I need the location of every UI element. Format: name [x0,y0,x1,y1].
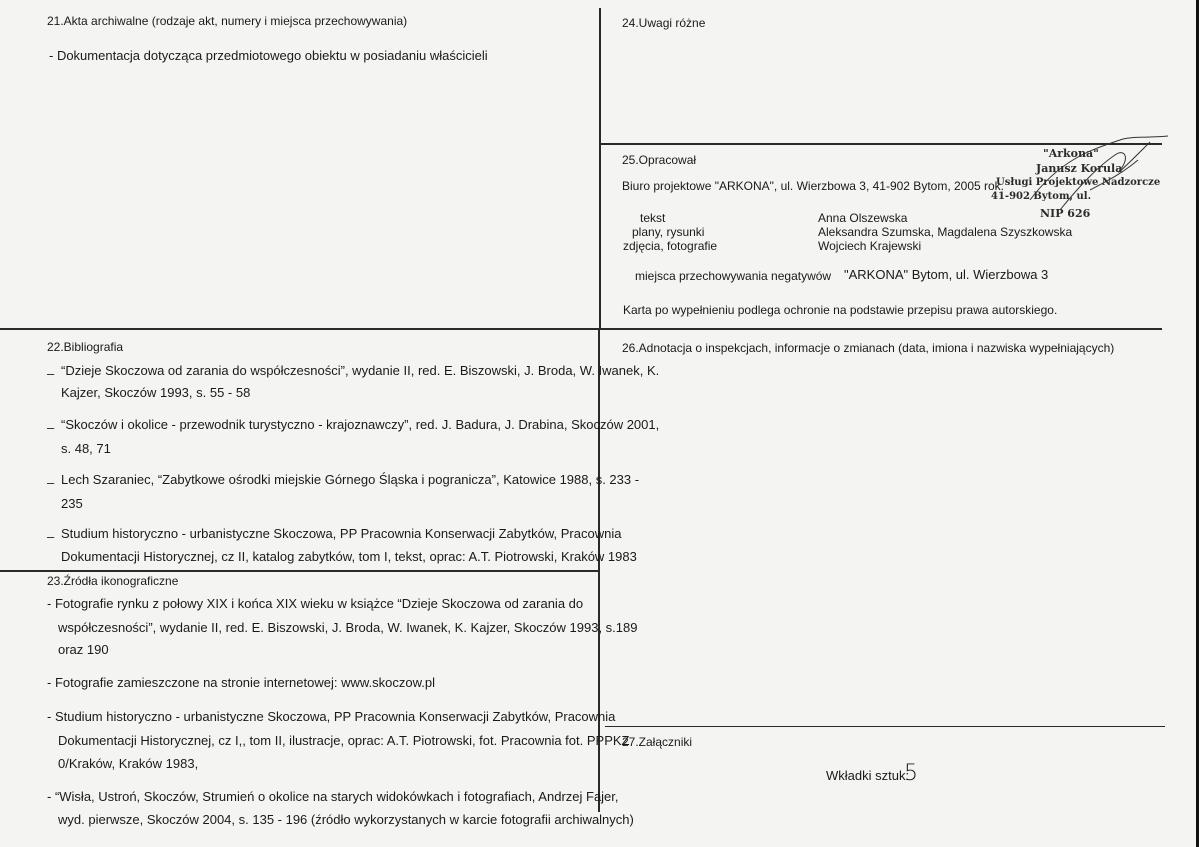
bibliography-line: Lech Szaraniec, “Zabytkowe ośrodki miejskie Górnego Śląska i pogranicza”, Katowice 1988, s. 233 - [61,472,640,487]
section-21-item: - Dokumentacja dotycząca przedmiotowego obiektu w posiadaniu właścicieli [49,48,488,63]
iconography-line: - “Wisła, Ustroń, Skoczów, Strumień o okolice na starych widokówkach i fotografiach, Andrzej Fajer, [47,789,619,804]
divider-row-2 [0,328,1162,330]
section-27-heading: 27.Załączniki [622,735,693,749]
negatives-value: "ARKONA" Bytom, ul. Wierzbowa 3 [844,267,1049,282]
bullet-dash: – [47,366,55,381]
bullet-dash: – [47,529,55,544]
copyright-note: Karta po wypełnieniu podlega ochronie na podstawie przepisu prawa autorskiego. [623,303,1058,317]
iconography-line: - Fotografie zamieszczone na stronie internetowej: www.skoczow.pl [47,675,436,690]
stamp-line: NIP 626 [1040,207,1091,220]
bibliography-line: Kajzer, Skoczów 1993, s. 55 - 58 [61,385,251,400]
inserts-label: Wkładki sztuk: [826,768,910,783]
bullet-dash: – [47,475,55,490]
negatives-label: miejsca przechowywania negatywów [635,269,832,283]
office-line: Biuro projektowe "ARKONA", ul. Wierzbowa 3, 41-902 Bytom, 2005 rok. [622,179,1005,193]
center-divider-top [599,8,601,330]
role-label: zdjęcia, fotografie [623,239,718,253]
inserts-value: 5 [904,761,918,786]
role-label: plany, rysunki [632,225,705,239]
bibliography-line: “Dzieje Skoczowa od zarania do współczesności”, wydanie II, red. E. Biszowski, J. Broda, W. Iwanek, K. [61,363,660,378]
section-26-heading: 26.Adnotacja o inspekcjach, informacje o zmianach (data, imiona i nazwiska wypełniających) [622,341,1115,355]
section-23-heading: 23.Źródła ikonograficzne [47,574,179,588]
bibliography-line: Studium historyczno - urbanistyczne Skoczowa, PP Pracownia Konserwacji Zabytków, Pracownia [61,526,622,541]
iconography-line: - Fotografie rynku z połowy XIX i końca XIX wieku w książce “Dzieje Skoczowa od zarania do [47,596,584,611]
stamp-line: Janusz Korula [1036,162,1123,175]
iconography-line: współczesności”, wydanie II, red. E. Biszowski, J. Broda, W. Iwanek, K. Kajzer, Skoczów 1993, s.189 [58,620,638,635]
section-22-heading: 22.Bibliografia [47,340,124,354]
bibliography-line: s. 48, 71 [61,441,111,456]
divider-22-23 [0,570,600,572]
section-24-heading: 24.Uwagi różne [622,16,706,30]
bibliography-line: “Skoczów i okolice - przewodnik turystyczno - krajoznawczy”, red. J. Badura, J. Drabina, Skoczów 2001, [61,417,660,432]
role-person: Aleksandra Szumska, Magdalena Szyszkowska [818,225,1073,239]
role-person: Anna Olszewska [818,211,908,225]
iconography-line: wyd. pierwsze, Skoczów 2004, s. 135 - 196 (źródło wykorzystanych w karcie fotografii archiwalnych) [58,812,634,827]
role-person: Wojciech Krajewski [818,239,922,253]
stamp-line: "Arkona" [1043,147,1099,160]
iconography-line: - Studium historyczno - urbanistyczne Skoczowa, PP Pracownia Konserwacji Zabytków, Pracownia [47,709,616,724]
bibliography-line: Dokumentacji Historycznej, cz II, katalog zabytków, tom I, tekst, oprac: A.T. Piotrowski, Kraków 1983 [61,549,637,564]
bullet-dash: – [47,420,55,435]
section-21-heading: 21.Akta archiwalne (rodzaje akt, numery i miejsca przechowywania) [47,14,408,28]
stamp-line: Usługi Projektowe Nadzorcze [996,177,1161,188]
section-25-heading: 25.Opracował [622,153,697,167]
stamp-line: 41-902 Bytom, ul. [991,191,1092,202]
iconography-line: Dokumentacji Historycznej, cz I,, tom II, ilustracje, oprac: A.T. Piotrowski, fot. Pracownia fot. PPPKZ [58,733,630,748]
iconography-line: oraz 190 [58,642,109,657]
iconography-line: 0/Kraków, Kraków 1983, [58,756,199,771]
bibliography-line: 235 [61,496,83,511]
role-label: tekst [640,211,666,225]
divider-26-27 [605,726,1165,727]
signature [1020,130,1180,220]
